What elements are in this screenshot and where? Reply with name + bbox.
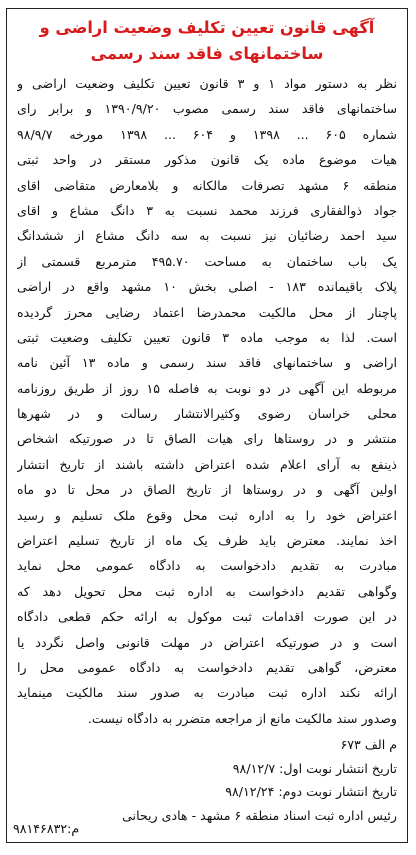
body-line: وگواهی تقدیم دادخواست به اداره ثبت محل تحویل دهد که	[17, 583, 397, 599]
notice-title	[17, 15, 397, 67]
body-line: پاچنار از محل مالکیت محمدرضا اعتماد رضایی محرز گردیده	[17, 304, 397, 320]
notice-footer	[17, 733, 397, 827]
body-line: اراضی و ساختمانهای فاقد سند رسمی و ماده ۱۳ آئین نامه	[17, 355, 397, 371]
notice-code: م:۹۸۱۴۶۸۳۲	[13, 821, 80, 836]
body-line: منتشر و در روستاها رای هیات الصاق تا در صورتیکه اشخاص	[17, 431, 397, 447]
body-line: اخذ نمایند. معترض باید ظرف یک ماه از تاریخ تسلیم اعتراض	[17, 533, 397, 549]
body-line: سید احمد رضائیان نیز نسبت به سه دانگ مشاع از ششدانگ	[17, 228, 397, 244]
body-line: نظر به دستور مواد ۱ و ۳ قانون تعیین تکلیف وضعیت اراضی و	[17, 76, 397, 91]
body-line: هیات موضوع ماده یک قانون مذکور مستقر در واحد ثبتی	[17, 152, 397, 168]
reference-number: م الف ۶۷۳	[340, 737, 397, 753]
body-line: ساختمانهای فاقد سند رسمی مصوب ۱۳۹۰/۹/۲۰ و برابر رای	[17, 101, 397, 117]
second-publication-date: تاریخ انتشار نوبت دوم: ۹۸/۱۲/۲۴	[225, 784, 397, 800]
body-line: ارائه نکند اداره ثبت مبادرت به صدور سند مالکیت مینماید	[17, 685, 397, 701]
body-line: شماره ۶۰۵ ... ۱۳۹۸ و ۶۰۴ ... ۱۳۹۸ مورخه ۹۸/۹/۷	[17, 126, 397, 142]
notice-title-line-2: ساختمانهای فاقد سند رسمی	[90, 44, 324, 63]
first-publication-date: تاریخ انتشار نوبت اول: ۹۸/۱۲/۷	[232, 760, 397, 776]
body-line: اولین آگهی و در روستاها از تاریخ الصاق در محل تا دو ماه	[17, 482, 397, 498]
body-line: جواد ذوالفقاری فرزند محمد نسبت به ۳ دانگ مشاع و اقای	[17, 202, 397, 218]
notice-title-line-1: آگهی قانون تعیین تکلیف وضعیت اراضی و	[39, 18, 375, 37]
body-line: پلاک باقیمانده ۱۸۳ - اصلی بخش ۱۰ مشهد واقع در اراضی	[17, 279, 397, 295]
signature: رئیس اداره ثبت اسناد منطقه ۶ مشهد - هادی ریحانی	[122, 807, 397, 823]
body-line: است و در صورتیکه اعتراض در مهلت قانونی واصل نگردد یا	[17, 634, 397, 650]
body-line: محلی خراسان رضوی وکثیرالانتشار رسالت و در شهرها	[17, 406, 397, 422]
body-line: وصدور سند مالکیت مانع از مراجعه متضرر به دادگاه نیست.	[87, 710, 397, 726]
body-line: منطقه ۶ مشهد تصرفات مالکانه و بلامعارض متقاضی اقای	[17, 177, 397, 193]
body-line: است. لذا به موجب ماده ۳ قانون تعیین تکلیف وضعیت ثبتی	[17, 329, 397, 345]
body-line: در این صورت اقدامات ثبت موکول به ارائه حکم قطعی دادگاه	[17, 609, 397, 625]
body-line: مبادرت به تقدیم دادخواست به دادگاه عمومی محل نماید	[17, 558, 397, 574]
body-line: اعتراض خود را به اداره ثبت محل وقوع ملک تسلیم و رسید	[17, 507, 397, 523]
body-line: مربوطه این آگهی در دو نوبت به فاصله ۱۵ روز از طریق روزنامه	[17, 380, 397, 396]
notice-frame	[6, 8, 408, 843]
notice-body	[17, 71, 397, 731]
body-line: معترض، گواهی تقدیم دادخواست به دادگاه عمومی محل را	[17, 659, 397, 675]
body-line: ذینفع به آرای اعلام شده اعتراض داشته باشند از تاریخ انتشار	[17, 456, 397, 472]
body-line: یک باب ساختمان به مساحت ۴۹۵.۷۰ مترمربع قسمتی از	[17, 253, 397, 269]
